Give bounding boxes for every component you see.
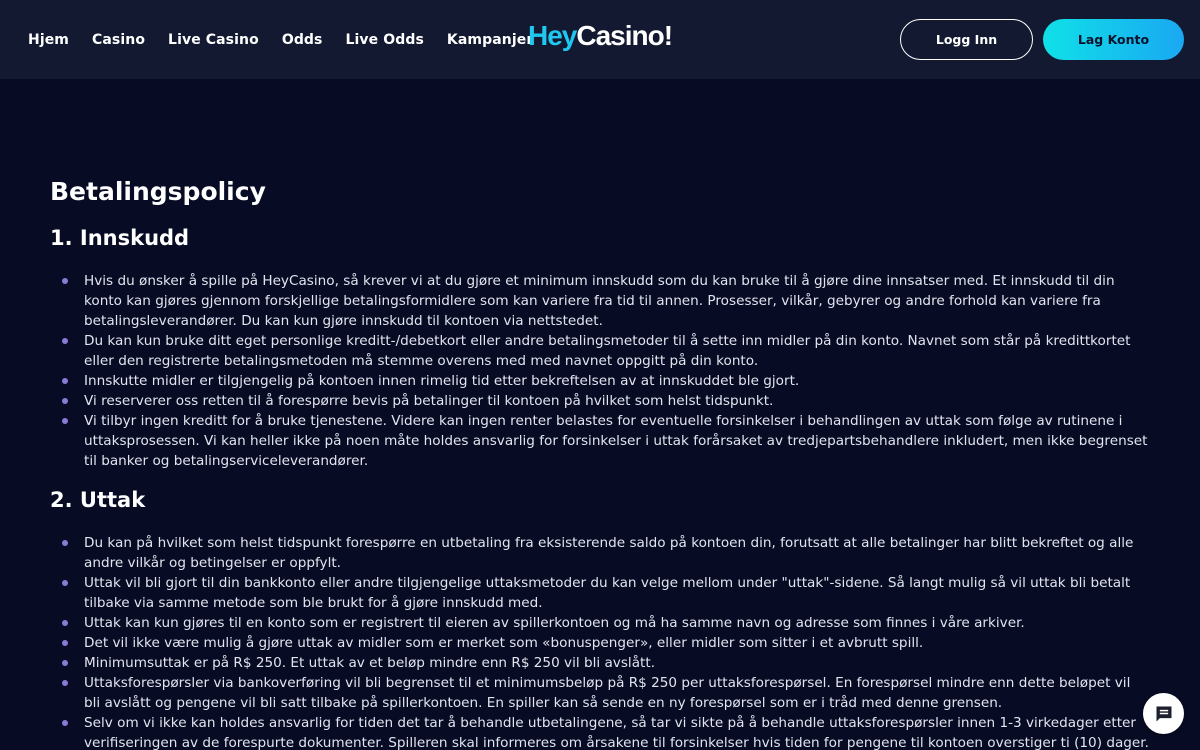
list-item: Innskutte midler er tilgjengelig på kontoen innen rimelig tid etter bekreftelsen av at innskuddet ble gjort. [50, 371, 1150, 391]
logo-casino: Casino! [576, 20, 673, 51]
nav-link-live-odds[interactable]: Live Odds [345, 31, 424, 48]
nav-link-hjem[interactable]: Hjem [28, 31, 69, 48]
chat-bubble-icon [1154, 704, 1174, 724]
main-nav [28, 0, 533, 79]
top-navigation-bar [0, 0, 1200, 79]
section-deposits [50, 221, 1150, 471]
list-item: Vi reserverer oss retten til å forespørre bevis på betalinger til kontoen på hvilket som helst tidspunkt. [50, 391, 1150, 411]
chat-button[interactable] [1143, 693, 1184, 734]
list-item: Du kan kun bruke ditt eget personlige kreditt-/debetkort eller andre betalingsmetoder til å sette inn midler på din konto. Navnet som står på kredittkortet eller den registrerte betalingsmetoden må stemme overens med med navnet oppgitt på din konto. [50, 331, 1150, 371]
page-title: Betalingspolicy [50, 177, 266, 206]
create-account-button[interactable]: Lag Konto [1043, 19, 1184, 60]
section-withdrawals [50, 483, 1150, 750]
list-item: Uttaksforespørsler via bankoverføring vil bli begrenset til et minimumsbeløp på R$ 250 per uttaksforespørsel. En forespørsel mindre enn dette beløpet vil bli avslått og pengene vil bli satt tilbake på spillerkontoen. En spiller kan så sende en ny forespørsel som er i tråd med denne grensen. [50, 673, 1150, 713]
list-item: Uttak kan kun gjøres til en konto som er registrert til eieren av spillerkontoen og må ha samme navn og adresse som finnes i våre arkiver. [50, 613, 1150, 633]
logo-hey: Hey [528, 20, 577, 51]
list-item: Det vil ikke være mulig å gjøre uttak av midler som er merket som «bonuspenger», eller midler som sitter i et avbrutt spill. [50, 633, 1150, 653]
heycasino-logo[interactable] [528, 18, 672, 54]
list-item: Hvis du ønsker å spille på HeyCasino, så krever vi at du gjøre et minimum innskudd som du kan bruke til å gjøre dine innsatser med. Et innskudd til din konto kan gjøres gjennom forskjellige betalingsformidlere som kan variere fra tid til annen. Prosesser, vilkår, gebyrer og andre forhold kan variere fra betalingsleverandører. Du kan kun gjøre innskudd til kontoen via nettstedet. [50, 271, 1150, 331]
nav-link-odds[interactable]: Odds [281, 31, 323, 48]
deposit-list [50, 271, 1150, 471]
payment-policy-content [50, 172, 1150, 750]
list-item: Du kan på hvilket som helst tidspunkt forespørre en utbetaling fra eksisterende saldo på kontoen din, forutsatt at alle betalinger har blitt bekreftet og alle andre vilkår og betingelser er oppfylt. [50, 533, 1150, 573]
list-item: Minimumsuttak er på R$ 250. Et uttak av et beløp mindre enn R$ 250 vil bli avslått. [50, 653, 1150, 673]
nav-link-kampanjer[interactable]: Kampanjer [446, 31, 534, 48]
section-heading-deposits: 1. Innskudd [50, 226, 190, 250]
nav-link-casino[interactable]: Casino [92, 31, 146, 48]
login-button[interactable]: Logg Inn [900, 19, 1033, 60]
section-heading-withdrawals: 2. Uttak [50, 488, 146, 512]
nav-link-live-casino[interactable]: Live Casino [168, 31, 259, 48]
list-item: Vi tilbyr ingen kreditt for å bruke tjenestene. Videre kan ingen renter belastes for eventuelle forsinkelser i behandlingen av uttak som følge av rutinene i uttaksprosessen. Vi kan heller ikke på noen måte holdes ansvarlig for forsinkelser i uttak forårsaket av tredjepartsbehandlere inkludert, men ikke begrenset til banker og betalingserviceleverandører. [50, 411, 1150, 471]
withdrawal-list [50, 533, 1150, 750]
list-item: Selv om vi ikke kan holdes ansvarlig for tiden det tar å behandle utbetalingene, så tar vi sikte på å behandle uttaksforespørsler innen 1-3 virkedager etter verifiseringen av de forespurte dokumenter. Spilleren skal informeres om årsakene til forsinkelser hvis tiden for pengene til kontoen overstiger ti (10) dager. [50, 713, 1150, 750]
list-item: Uttak vil bli gjort til din bankkonto eller andre tilgjengelige uttaksmetoder du kan velge mellom under "uttak"-sidene. Så langt mulig så vil uttak bli betalt tilbake via samme metode som ble brukt for å gjøre innskudd med. [50, 573, 1150, 613]
